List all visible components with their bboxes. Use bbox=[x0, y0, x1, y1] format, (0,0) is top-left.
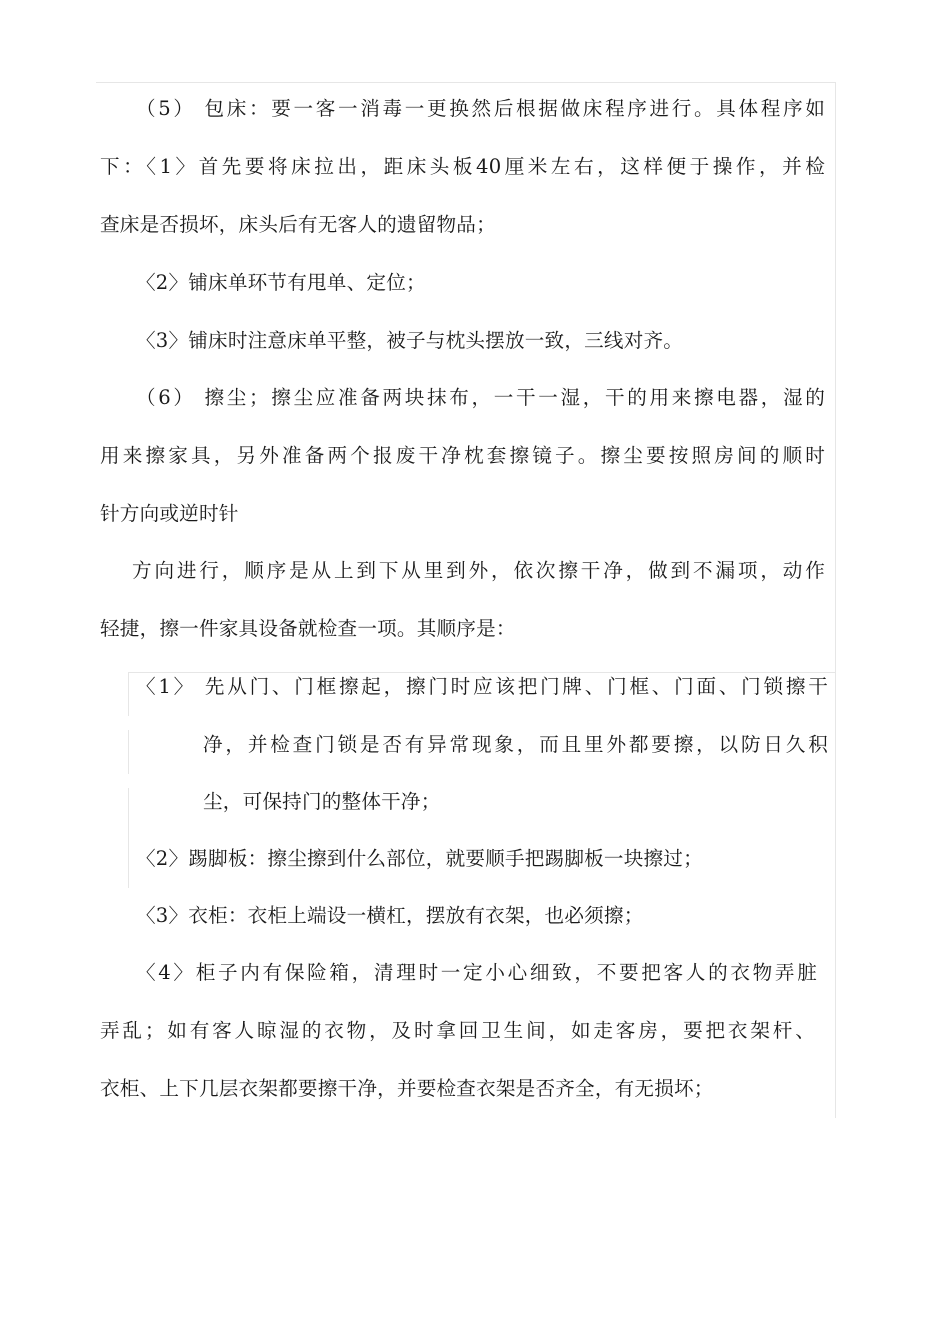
text-line: 净，并检查门锁是否有异常现象，而且里外都要擦，以防日久积 bbox=[203, 733, 828, 756]
text-line: 查床是否损坏，床头后有无客人的遗留物品； bbox=[100, 213, 496, 236]
text-line: 用来擦家具，另外准备两个报废干净枕套擦镜子。擦尘要按照房间的顺时 bbox=[100, 444, 825, 467]
text-line: 〈3〉衣柜：衣柜上端设一横杠，摆放有衣架，也必须擦； bbox=[136, 904, 644, 927]
text-line: 针方向或逆时针 bbox=[100, 502, 239, 525]
left-rule-b bbox=[128, 730, 129, 774]
top-rule bbox=[96, 82, 836, 83]
text-line: 弄乱；如有客人晾湿的衣物，及时拿回卫生间，如走客房，要把衣架杆、 bbox=[100, 1019, 815, 1042]
text-line: 方向进行，顺序是从上到下从里到外，依次擦干净，做到不漏项，动作 bbox=[132, 559, 825, 582]
text-line: 〈2〉踢脚板：擦尘擦到什么部位，就要顺手把踢脚板一块擦过； bbox=[136, 847, 703, 870]
right-rule bbox=[835, 82, 836, 1118]
text-line: 尘，可保持门的整体干净； bbox=[203, 790, 441, 813]
text-line: 〈3〉铺床时注意床单平整，被子与枕头摆放一致，三线对齐。 bbox=[136, 329, 684, 352]
text-line: （6） 擦尘；擦尘应准备两块抹布，一干一湿，干的用来擦电器，湿的 bbox=[136, 386, 825, 409]
text-line: （5） 包床：要一客一消毒一更换然后根据做床程序进行。具体程序如 bbox=[136, 97, 825, 120]
text-line: 衣柜、上下几层衣架都要擦干净，并要检查衣架是否齐全，有无损坏； bbox=[100, 1077, 714, 1100]
text-line: 〈1〉 先从门、门框擦起，擦门时应该把门牌、门框、门面、门锁擦干 bbox=[136, 675, 828, 698]
text-line: 下：〈1〉首先要将床拉出，距床头板40厘米左右，这样便于操作，并检 bbox=[100, 155, 825, 178]
left-rule-a bbox=[128, 672, 129, 716]
text-line: 轻捷，擦一件家具设备就检查一项。其顺序是： bbox=[100, 617, 516, 640]
left-rule-c bbox=[128, 788, 129, 888]
text-line: 〈2〉铺床单环节有甩单、定位； bbox=[136, 271, 426, 294]
text-line: 〈4〉柜子内有保险箱，清理时一定小心细致，不要把客人的衣物弄脏 bbox=[136, 961, 817, 984]
box-top-rule bbox=[128, 672, 836, 673]
